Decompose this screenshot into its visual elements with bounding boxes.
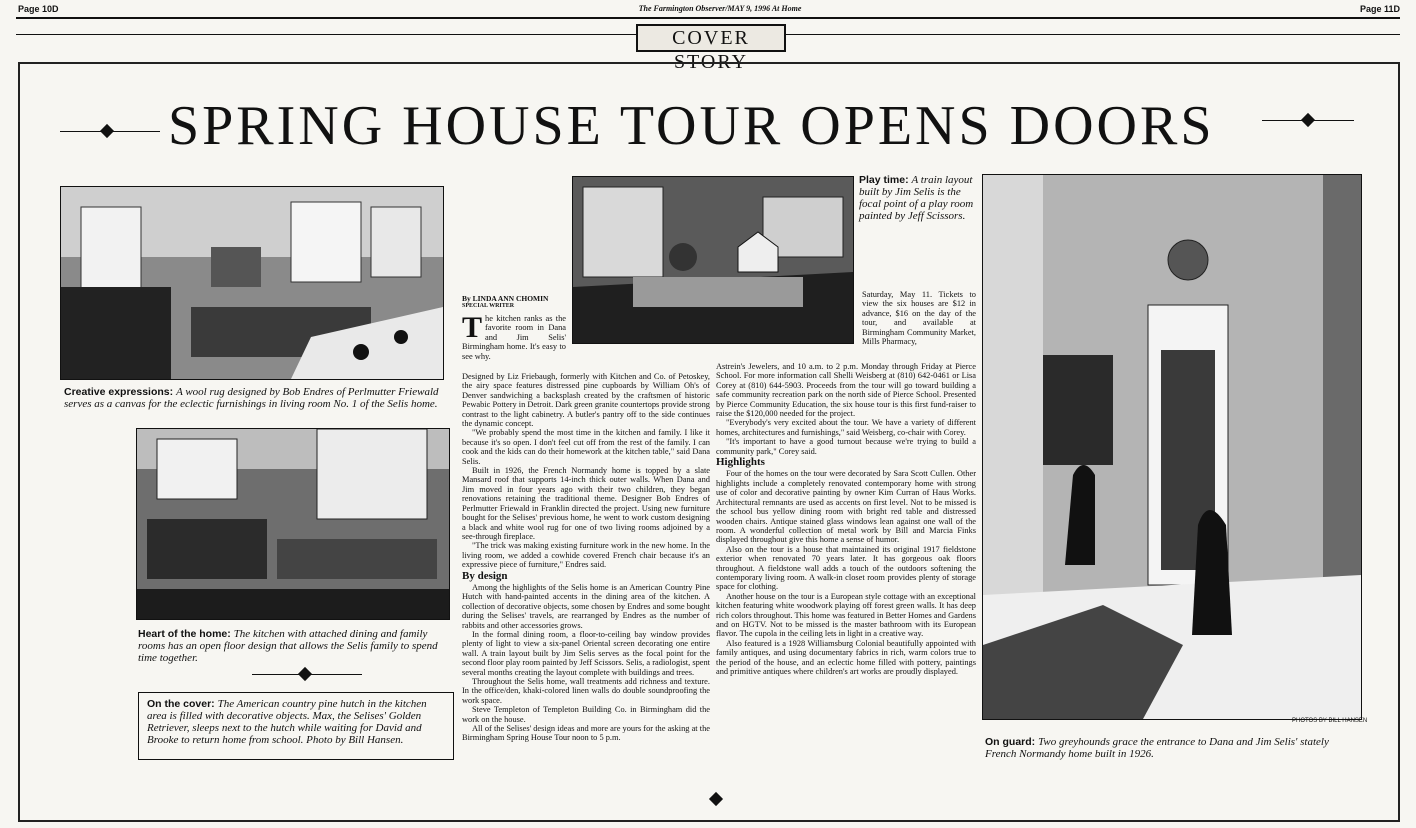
kitchen-photo — [136, 428, 450, 620]
article-column-1 — [462, 372, 710, 762]
byline-name: By LINDA ANN CHOMIN — [462, 294, 549, 303]
paragraph: Another house on the tour is a European style cottage with an exceptional kitchen featuring white woodwork playing off forest green walls. It has deep rich colors throughout. This home was featured in Better Homes and Gardens and on HGTV. Not to be missed is the master bathroom with its European flavor. The cupola in the ceiling lets in light in a creative way. — [716, 591, 976, 639]
paragraph: Astrein's Jewelers, and 10 a.m. to 2 p.m. Monday through Friday at Pierce School. For more information call Shelli Weisberg at (810) 642-0461 or Lisa Corey at (810) 644-5903. Proceeds from the tour will go toward building a safe community recreation park on the north side of Pierce School. Presented by Pierce Community Education, the six house tour is this first fund-raiser to raise the $120,000 needed for the project. — [716, 362, 976, 419]
paragraph: In the formal dining room, a floor-to-ceiling bay window provides plenty of light to view a six-panel Oriental screen decorating one entire wall. A train layout built by Jim Selis serves as the focal point for the second floor play room painted by Jeff Scissors. Selis, a radiologist, spent several months creating the layout complete with buildings and trees. — [462, 629, 710, 677]
article-column-2-top — [862, 290, 976, 362]
living-room-photo — [60, 186, 444, 380]
caption-text: Two greyhounds grace the entrance to Dana and Jim Selis' stately French Normandy home built in 1926. — [985, 736, 1329, 760]
masthead: The Farmington Observer/MAY 9, 1996 At Home — [638, 4, 802, 13]
top-rule — [16, 17, 1400, 19]
paragraph: Among the highlights of the Selis home is an American Country Pine Hutch with hand-painted accents in the dining area of the kitchen. A collection of decorative objects, some chosen by Endres and some bought during the Selises' travels, are rearranged by Endres as the number of rabbits and other accessories grows. — [462, 582, 710, 630]
caption-lead: Heart of the home: — [138, 628, 231, 640]
kitchen-caption — [138, 628, 446, 664]
caption-lead: Play time: — [859, 174, 909, 186]
article-column-2 — [716, 362, 976, 762]
headline: SPRING HOUSE TOUR OPENS DOORS — [168, 95, 1215, 157]
article-intro — [462, 314, 566, 372]
paragraph: Designed by Liz Friebaugh, formerly with Kitchen and Co. of Petoskey, the airy space features distressed pine cupboards by William Oh's of Denver sandwiching a backsplash created by the craftsmen of historic Pewabic Pottery in Detroit. Dark green granite countertops provide strong contrast to the light cabinetry. A butler's pantry off to the side continues the dynamic concept. — [462, 372, 710, 429]
entrance-photo — [982, 174, 1362, 720]
paragraph: Steve Templeton of Templeton Building Co. in Birmingham did the work on the house. — [462, 705, 710, 724]
masthead-paper: The Farmington Observer — [638, 4, 726, 13]
play-room-caption — [859, 174, 977, 222]
photo-credit: PHOTOS BY BILL HANSEN — [1292, 718, 1368, 724]
paragraph: Four of the homes on the tour were decorated by Sara Scott Cullen. Other highlights include a completely renovated contemporary home with strong use of color and decorative painting by owner Kim Curran of Haus Works. Architectural remnants are used as accents on first level. Not to be missed is the school bus yellow dining room with bright red table and distressed wooden chairs. Antique stained glass windows lean against one wall of the room. A wonderful collection of metal work by Bill and Marcia Finks displayed throughout give this home a sense of humor. — [716, 469, 976, 545]
caption-text: The kitchen with attached dining and family rooms has an open floor design that allows the Selis family to spend time together. — [138, 628, 438, 664]
masthead-section: At Home — [771, 4, 802, 13]
entrance-caption — [985, 736, 1361, 760]
subhead-by-design: By design — [462, 569, 508, 582]
caption-lead: On guard: — [985, 736, 1036, 748]
paragraph: "The trick was making existing furniture work in the new home. In the living room, we added a cowhide covered French chair because it's an expressive piece of furniture," Endres said. — [462, 541, 710, 570]
byline-role: SPECIAL WRITER — [462, 303, 515, 309]
paragraph: "It's important to have a good turnout because we're trying to build a community park," Corey said. — [716, 437, 976, 456]
paragraph: Also featured is a 1928 Williamsburg Colonial beautifully appointed with family antiques, and using documentary fabrics in rich, warm colors true to the period of the house, and an eclectic home filled with pottery, paintings and primitive antiques where children's art works are proudly displayed. — [716, 638, 976, 676]
page-number-left: Page 10D — [18, 4, 59, 14]
caption-text: A wool rug designed by Bob Endres of Perlmutter Friewald serves as a canvas for the eclectic furnishings in living room No. 1 of the Selis home. — [64, 386, 439, 410]
byline — [462, 294, 566, 309]
living-room-caption — [64, 386, 450, 410]
section-label: COVER STORY — [636, 24, 786, 52]
paragraph: Built in 1926, the French Normandy home is topped by a slate Mansard roof that supports 14-inch thick outer walls. When Dana and Jim moved in four years ago with their two children, they began renovations retaining the traditional theme. Designer Bob Endres of Perlmutter Friewald in Franklin directed the project. Using new furniture bought for the Selises' previous home, he went to work custom designing a black and white wool rug for one of two living rooms adjoined by a see-through fireplace. — [462, 466, 710, 541]
paragraph: "We probably spend the most time in the kitchen and family. I like it because it's so open. I don't feel cut off from the rest of the family. I can cook and the kids can do their homework at the kitchen table," said Dana Selis. — [462, 428, 710, 466]
on-the-cover-box — [138, 692, 454, 760]
cover-text: The American country pine hutch in the kitchen area is filled with decorative objects. Max, the Selises' Golden Retriever, sleeps next to the hutch while waiting for David and Brooke to return home from school. Photo by Bill Hansen. — [147, 698, 427, 746]
masthead-date: MAY 9, 1996 — [727, 4, 771, 13]
caption-lead: Creative expressions: — [64, 386, 174, 398]
page-number-right: Page 11D — [1359, 4, 1400, 14]
paragraph: Throughout the Selis home, wall treatments add richness and texture. In the office/den, khaki-colored linen walls do double soundproofing the work space. — [462, 677, 710, 705]
paragraph: All of the Selises' design ideas and more are yours for the asking at the Birmingham Spring House Tour noon to 5 p.m. — [462, 724, 710, 743]
drop-cap: T — [462, 314, 483, 344]
paragraph: "Everybody's very excited about the tour. We have a variety of different homes, architectures and furnishings," said Weisberg, co-chair with Corey. — [716, 418, 976, 437]
cover-lead: On the cover: — [147, 698, 215, 710]
paragraph: Saturday, May 11. Tickets to view the six houses are $12 in advance, $16 on the day of the tour, and available at Birmingham Community Market, Mills Pharmacy, — [862, 290, 976, 347]
intro-text: he kitchen ranks as the favorite room in Dana and Jim Selis' Birmingham home. It's easy to see why. — [462, 314, 566, 361]
paragraph: Also on the tour is a house that maintained its original 1917 fieldstone exterior when renovated 70 years later. It has gorgeous oak floors throughout. A fieldstone wall adds a touch of the outdoors softening the contemporary living room. A walk-in closet room provides plenty of storage space for clothing. — [716, 544, 976, 592]
caption-text: A train layout built by Jim Selis is the focal point of a play room painted by Jeff Scissors. — [859, 174, 974, 222]
play-room-photo — [572, 176, 854, 344]
subhead-highlights: Highlights — [716, 456, 765, 469]
